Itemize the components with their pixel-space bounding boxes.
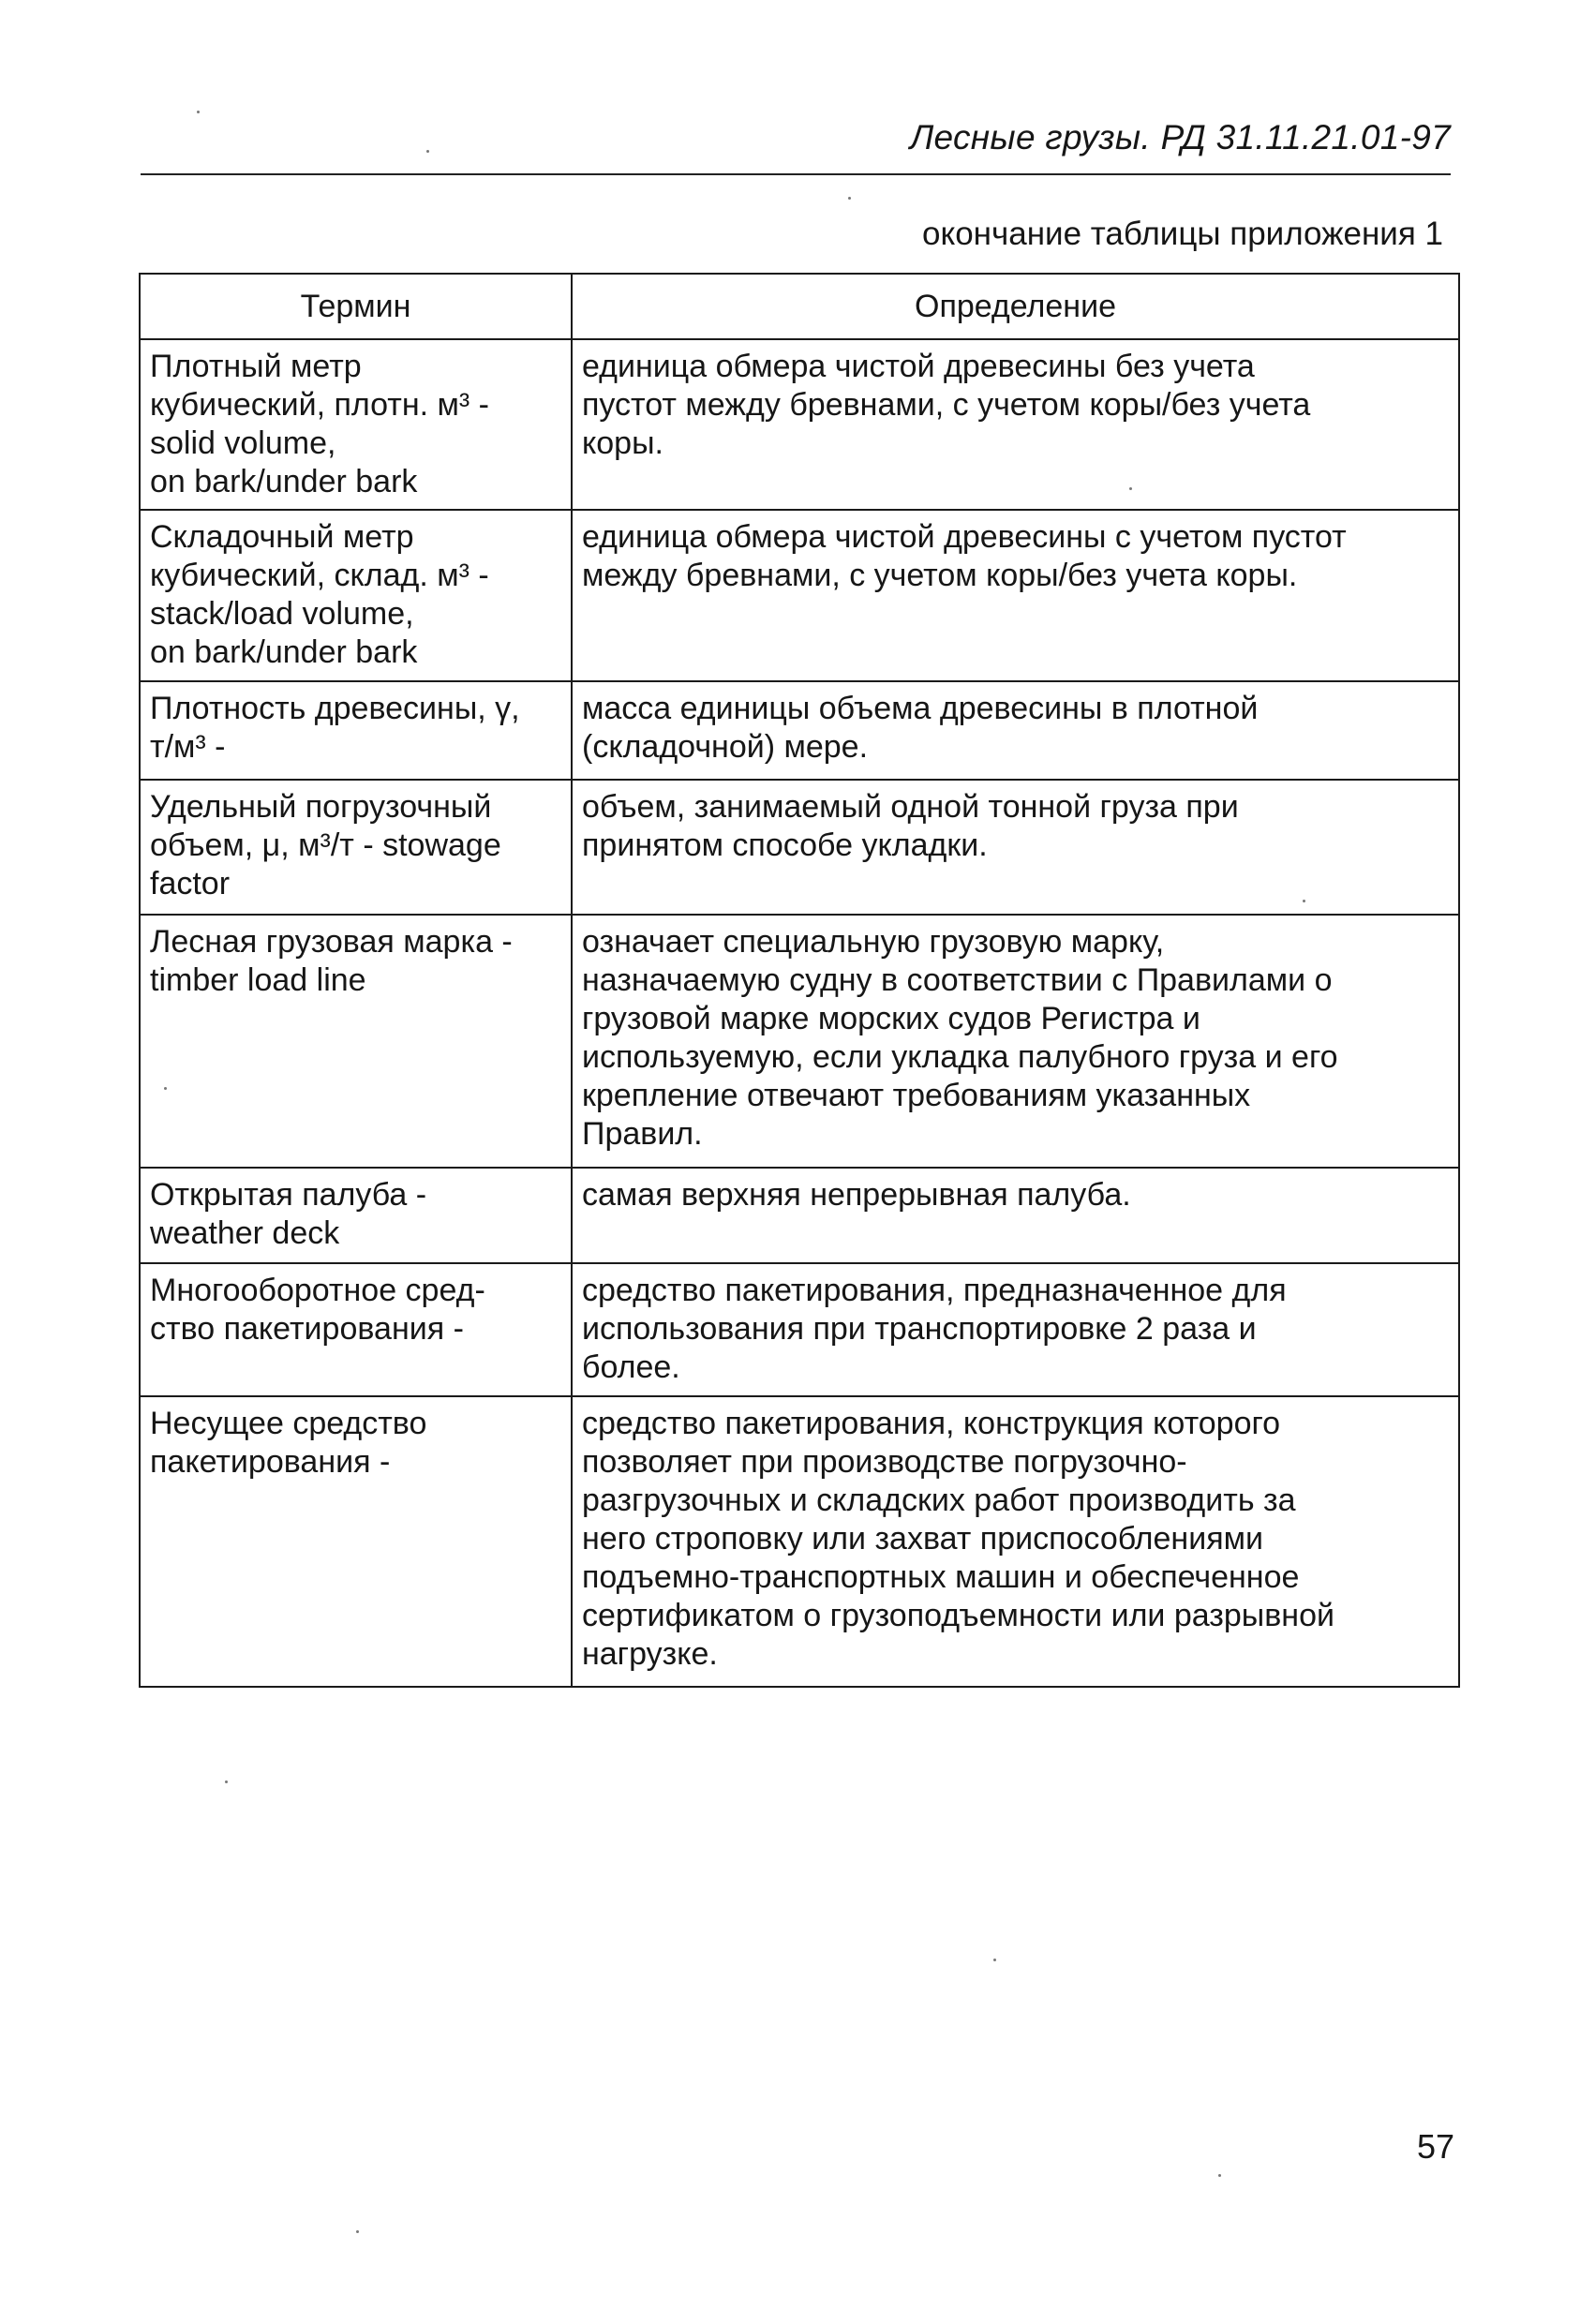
table-row	[140, 1263, 1459, 1396]
scan-speck	[993, 1959, 996, 1961]
page-number: 57	[1416, 2127, 1454, 2166]
term-cell: Плотность древесины, γ, т/м³ -	[140, 681, 572, 780]
table-row	[140, 681, 1459, 780]
table-row	[140, 339, 1459, 510]
table-row	[140, 1396, 1459, 1687]
term-cell: Плотный метр кубический, плотн. м³ - solid volume, on bark/under bark	[140, 339, 572, 510]
header-rule	[141, 173, 1451, 175]
definition-cell: масса единицы объема древесины в плотной (складочной) мере.	[572, 681, 1459, 780]
term-cell: Удельный погрузочный объем, μ, м³/т - stowage factor	[140, 780, 572, 915]
scan-speck	[426, 150, 429, 153]
scan-speck	[848, 197, 851, 200]
definition-cell: означает специальную грузовую марку, назначаемую судну в соответствии с Правилами о грузовой марке морских судов Регистра и используемую, если укладка палубного груза и его крепление отвечают требованиям указанных Правил.	[572, 915, 1459, 1168]
definition-cell: объем, занимаемый одной тонной груза при принятом способе укладки.	[572, 780, 1459, 915]
definition-cell: самая верхняя непрерывная палуба.	[572, 1168, 1459, 1263]
definition-cell: средство пакетирования, предназначенное для использования при транспортировке 2 раза и более.	[572, 1263, 1459, 1396]
table-continuation-note: окончание таблицы приложения 1	[922, 216, 1443, 252]
column-header-term: Термин	[140, 274, 572, 339]
table-row	[140, 1168, 1459, 1263]
scan-speck	[197, 111, 200, 113]
scan-speck	[1303, 900, 1305, 902]
definition-cell: единица обмера чистой древесины с учетом пустот между бревнами, с учетом коры/без учета коры.	[572, 510, 1459, 681]
table-row	[140, 915, 1459, 1168]
table-header-row	[140, 274, 1459, 339]
table-row	[140, 510, 1459, 681]
term-cell: Лесная грузовая марка - timber load line	[140, 915, 572, 1168]
scan-speck	[225, 1780, 228, 1783]
table-row	[140, 780, 1459, 915]
definition-cell: средство пакетирования, конструкция которого позволяет при производстве погрузочно- разгрузочных и складских работ производить за него строповку или захват приспособлениями подъемно-транспортных машин и обеспеченное сертификатом о грузоподъемности или разрывной нагрузке.	[572, 1396, 1459, 1687]
scan-speck	[356, 2230, 359, 2233]
scan-speck	[1129, 487, 1132, 490]
column-header-definition: Определение	[572, 274, 1459, 339]
term-cell: Открытая палуба - weather deck	[140, 1168, 572, 1263]
term-cell: Несущее средство пакетирования -	[140, 1396, 572, 1687]
term-cell: Складочный метр кубический, склад. м³ - stack/load volume, on bark/under bark	[140, 510, 572, 681]
scan-speck	[1218, 2174, 1221, 2177]
running-header-title: Лесные грузы. РД 31.11.21.01-97	[909, 118, 1451, 156]
term-cell: Многооборотное сред- ство пакетирования -	[140, 1263, 572, 1396]
definition-cell: единица обмера чистой древесины без учета пустот между бревнами, с учетом коры/без учета коры.	[572, 339, 1459, 510]
scan-speck	[164, 1087, 167, 1090]
terms-table	[139, 273, 1460, 1688]
